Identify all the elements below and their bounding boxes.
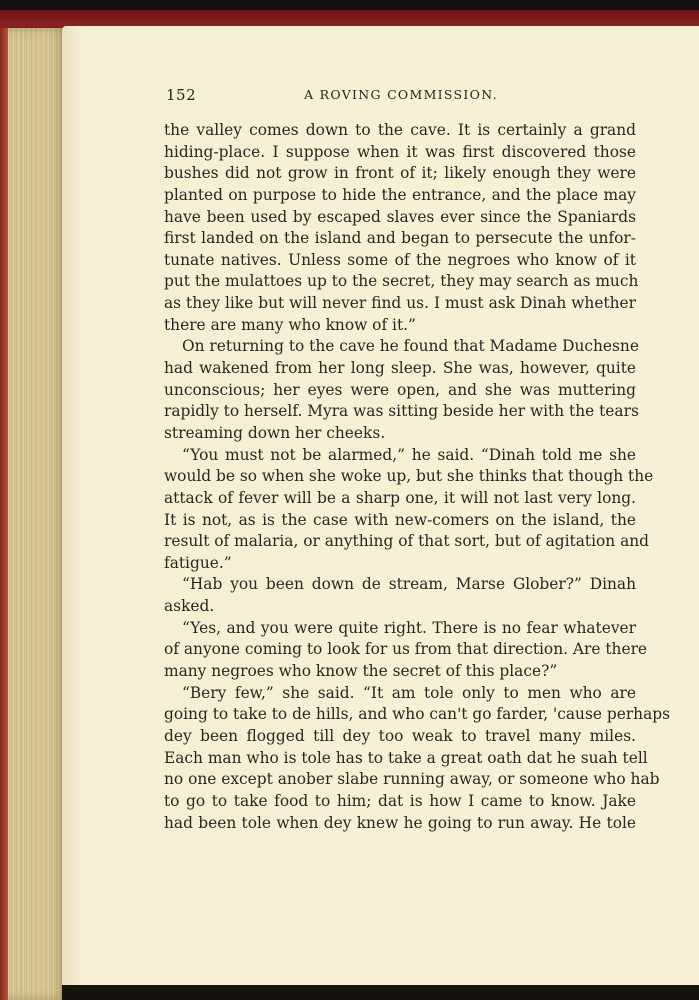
text-line: “Hab you been down de stream, Marse Glober?” Dinah <box>182 575 636 594</box>
text-line: hiding-place. I suppose when it was first discovered those <box>164 142 636 161</box>
text-line: bushes did not grow in front of it; likely enough they were <box>164 164 636 183</box>
text-line: would be so when she woke up, but she thinks that though the <box>164 467 654 486</box>
bottom-shadow <box>62 985 699 1000</box>
running-head: A ROVING COMMISSION. <box>304 87 498 102</box>
text-line: result of malaria, or anything of that sort, but of agitation and <box>164 532 650 551</box>
text-line: It is not, as is the case with new-comers on the island, the <box>164 510 636 529</box>
text-line: rapidly to herself. Myra was sitting beside her with the tears <box>164 402 639 421</box>
text-line: to go to take food to him; dat is how I came to know. Jake <box>164 791 636 810</box>
text-line: On returning to the cave he found that Madame Duchesne <box>182 337 639 356</box>
page-header <box>166 86 636 108</box>
page-edges <box>0 28 66 1000</box>
text-line: tunate natives. Unless some of the negroes who know of it <box>164 250 636 269</box>
text-line: there are many who know of it.” <box>164 315 416 334</box>
text-line: have been used by escaped slaves ever since the Spaniards <box>164 207 636 226</box>
text-line: Each man who is tole has to take a great oath dat he suah tell <box>164 748 648 767</box>
text-line: “Bery few,” she said. “It am tole only to men who are <box>182 683 636 702</box>
text-line: had been tole when dey knew he going to run away. He tole <box>164 813 636 832</box>
text-line: “Yes, and you were quite right. There is no fear whatever <box>182 618 636 637</box>
text-line: fatigue.” <box>164 553 232 572</box>
text-line: dey been flogged till dey too weak to travel many miles. <box>164 726 636 745</box>
text-line: streaming down her cheeks. <box>164 423 386 442</box>
text-line: had wakened from her long sleep. She was, however, quite <box>164 359 636 378</box>
text-line: asked. <box>164 597 215 616</box>
text-line: put the mulattoes up to the secret, they may search as much <box>164 272 639 291</box>
text-line: unconscious; her eyes were open, and she was muttering <box>164 380 636 399</box>
text-line: planted on purpose to hide the entrance, and the place may <box>164 185 636 204</box>
page-number: 152 <box>166 86 197 104</box>
text-line: first landed on the island and began to persecute the unfor- <box>164 229 636 248</box>
text-line: many negroes who know the secret of this place?” <box>164 662 558 681</box>
text-line: going to take to de hills, and who can't go farder, 'cause perhaps <box>164 705 671 724</box>
text-line: attack of fever will be a sharp one, it will not last very long. <box>164 488 636 507</box>
text-line: no one except anober slabe running away, or someone who hab <box>164 770 660 789</box>
text-line: the valley comes down to the cave. It is certainly a grand <box>164 121 636 139</box>
body-text <box>164 120 671 834</box>
text-line: “You must not be alarmed,” he said. “Dinah told me she <box>182 445 636 464</box>
text-line: of anyone coming to look for us from that direction. Are there <box>164 640 648 659</box>
text-line: as they like but will never find us. I must ask Dinah whether <box>164 294 636 313</box>
